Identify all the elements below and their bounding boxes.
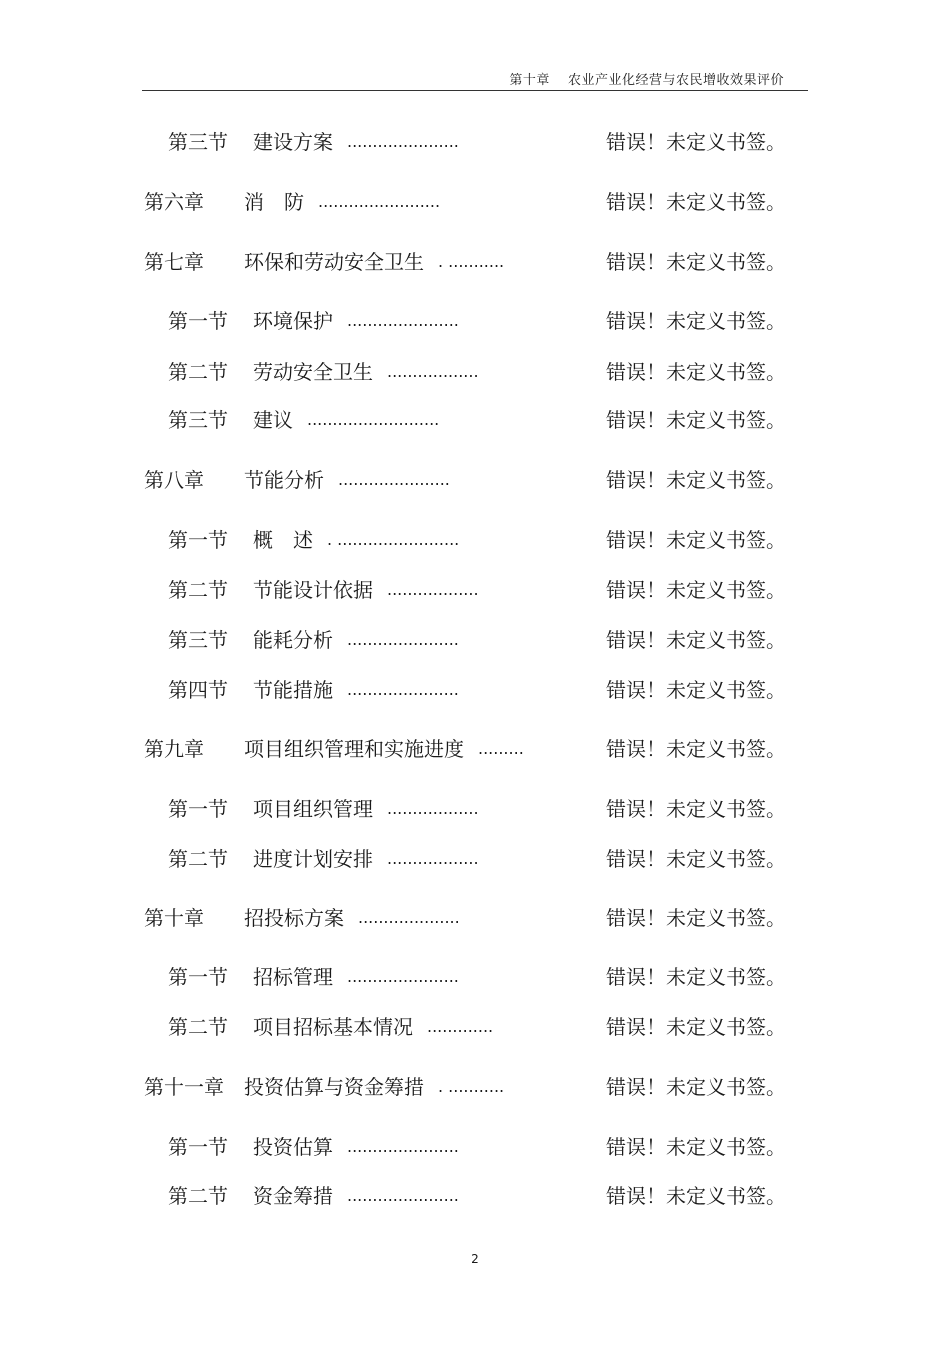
toc-entry-label: 第二节: [168, 847, 228, 871]
toc-leader-dots: ..................: [387, 580, 479, 599]
toc-entry-label: 第六章: [144, 190, 204, 214]
toc-entry-title: 建设方案: [253, 130, 333, 154]
toc-leader-dots: ..................: [387, 362, 479, 381]
toc-entry-section[interactable]: [0, 1013, 950, 1041]
toc-page-reference: 错误！未定义书签。: [606, 906, 786, 930]
toc-entry-title: 劳动安全卫生: [253, 360, 373, 384]
toc-entry-label: 第一节: [168, 797, 228, 821]
toc-page-reference: 错误！未定义书签。: [606, 528, 786, 552]
toc-entry-label: 第十一章: [144, 1075, 224, 1099]
toc-leader-dots: ........................: [318, 192, 441, 211]
toc-entry-label: 第八章: [144, 468, 204, 492]
toc-entry-label: 第一节: [168, 309, 228, 333]
toc-entry-section[interactable]: [0, 795, 950, 823]
toc-leader-dots: ......................: [347, 1137, 459, 1156]
toc-entry-label: 第三节: [168, 628, 228, 652]
toc-entry-label: 第三节: [168, 130, 228, 154]
toc-page-reference: 错误！未定义书签。: [606, 190, 786, 214]
toc-page-reference: 错误！未定义书签。: [606, 250, 786, 274]
toc-entry-chapter[interactable]: [0, 466, 950, 494]
toc-leader-dots: ..................: [387, 799, 479, 818]
toc-leader-dots: . ...........: [438, 1077, 505, 1096]
toc-page-reference: 错误！未定义书签。: [606, 737, 786, 761]
toc-leader-dots: . ...........: [438, 252, 505, 271]
toc-entry-title: 招标管理: [253, 965, 333, 989]
toc-leader-dots: ......................: [347, 630, 459, 649]
toc-entry-section[interactable]: [0, 963, 950, 991]
toc-entry-title: 项目组织管理和实施进度: [244, 737, 464, 761]
toc-entry-label: 第十章: [144, 906, 204, 930]
toc-leader-dots: ..................: [387, 849, 479, 868]
toc-page-reference: 错误！未定义书签。: [606, 1135, 786, 1159]
toc-page-reference: 错误！未定义书签。: [606, 130, 786, 154]
toc-entry-section[interactable]: [0, 1133, 950, 1161]
toc-entry-title: 项目组织管理: [253, 797, 373, 821]
toc-leader-dots: ......................: [347, 311, 459, 330]
toc-entry-section[interactable]: [0, 128, 950, 156]
toc-entry-title: 节能设计依据: [253, 578, 373, 602]
toc-entry-section[interactable]: [0, 845, 950, 873]
toc-leader-dots: .........: [478, 739, 524, 758]
toc-entry-label: 第二节: [168, 1015, 228, 1039]
toc-page-reference: 错误！未定义书签。: [606, 965, 786, 989]
toc-leader-dots: ......................: [347, 132, 459, 151]
toc-leader-dots: ......................: [347, 1186, 459, 1205]
toc-entry-title: 进度计划安排: [253, 847, 373, 871]
header-text: 第十章 农业产业化经营与农民增收效果评价: [509, 73, 784, 88]
toc-page-reference: 错误！未定义书签。: [606, 309, 786, 333]
toc-page-reference: 错误！未定义书签。: [606, 408, 786, 432]
toc-entry-title: 资金筹措: [253, 1184, 333, 1208]
toc-page-reference: 错误！未定义书签。: [606, 797, 786, 821]
toc-leader-dots: ......................: [347, 967, 459, 986]
toc-page-reference: 错误！未定义书签。: [606, 578, 786, 602]
toc-entry-title: 投资估算: [253, 1135, 333, 1159]
toc-entry-section[interactable]: [0, 406, 950, 434]
toc-entry-label: 第二节: [168, 578, 228, 602]
toc-leader-dots: ......................: [347, 680, 459, 699]
toc-entry-section[interactable]: [0, 1182, 950, 1210]
toc-entry-title: 概 述: [253, 528, 313, 552]
toc-entry-title: 环保和劳动安全卫生: [244, 250, 424, 274]
toc-entry-title: 节能分析: [244, 468, 324, 492]
page-number: 2: [471, 1252, 479, 1266]
toc-leader-dots: ..........................: [307, 410, 440, 429]
toc-leader-dots: ......................: [338, 470, 450, 489]
toc-entry-section[interactable]: [0, 358, 950, 386]
toc-entry-section[interactable]: [0, 676, 950, 704]
toc-leader-dots: .............: [427, 1017, 494, 1036]
toc-entry-label: 第四节: [168, 678, 228, 702]
toc-entry-label: 第二节: [168, 360, 228, 384]
toc-leader-dots: ....................: [358, 908, 460, 927]
toc-leader-dots: . ........................: [327, 530, 460, 549]
toc-entry-label: 第二节: [168, 1184, 228, 1208]
toc-entry-label: 第一节: [168, 965, 228, 989]
toc-entry-section[interactable]: [0, 307, 950, 335]
toc-page-reference: 错误！未定义书签。: [606, 468, 786, 492]
toc-entry-chapter[interactable]: [0, 1073, 950, 1101]
toc-entry-section[interactable]: [0, 626, 950, 654]
toc-entry-title: 节能措施: [253, 678, 333, 702]
toc-entry-chapter[interactable]: [0, 248, 950, 276]
toc-page-reference: 错误！未定义书签。: [606, 1075, 786, 1099]
toc-entry-title: 能耗分析: [253, 628, 333, 652]
toc-entry-chapter[interactable]: [0, 188, 950, 216]
toc-entry-title: 建议: [253, 408, 293, 432]
toc-entry-chapter[interactable]: [0, 904, 950, 932]
toc-page-reference: 错误！未定义书签。: [606, 847, 786, 871]
toc-entry-label: 第三节: [168, 408, 228, 432]
toc-entry-label: 第一节: [168, 1135, 228, 1159]
toc-entry-title: 项目招标基本情况: [253, 1015, 413, 1039]
toc-entry-title: 环境保护: [253, 309, 333, 333]
toc-entry-title: 招投标方案: [244, 906, 344, 930]
toc-page-reference: 错误！未定义书签。: [606, 678, 786, 702]
toc-entry-label: 第九章: [144, 737, 204, 761]
toc-entry-label: 第一节: [168, 528, 228, 552]
toc-page-reference: 错误！未定义书签。: [606, 628, 786, 652]
toc-page-reference: 错误！未定义书签。: [606, 1184, 786, 1208]
toc-entry-label: 第七章: [144, 250, 204, 274]
toc-entry-title: 消 防: [244, 190, 304, 214]
toc-page-reference: 错误！未定义书签。: [606, 1015, 786, 1039]
toc-entry-chapter[interactable]: [0, 735, 950, 763]
toc-entry-title: 投资估算与资金筹措: [244, 1075, 424, 1099]
toc-entry-section[interactable]: [0, 526, 950, 554]
toc-entry-section[interactable]: [0, 576, 950, 604]
toc-page-reference: 错误！未定义书签。: [606, 360, 786, 384]
